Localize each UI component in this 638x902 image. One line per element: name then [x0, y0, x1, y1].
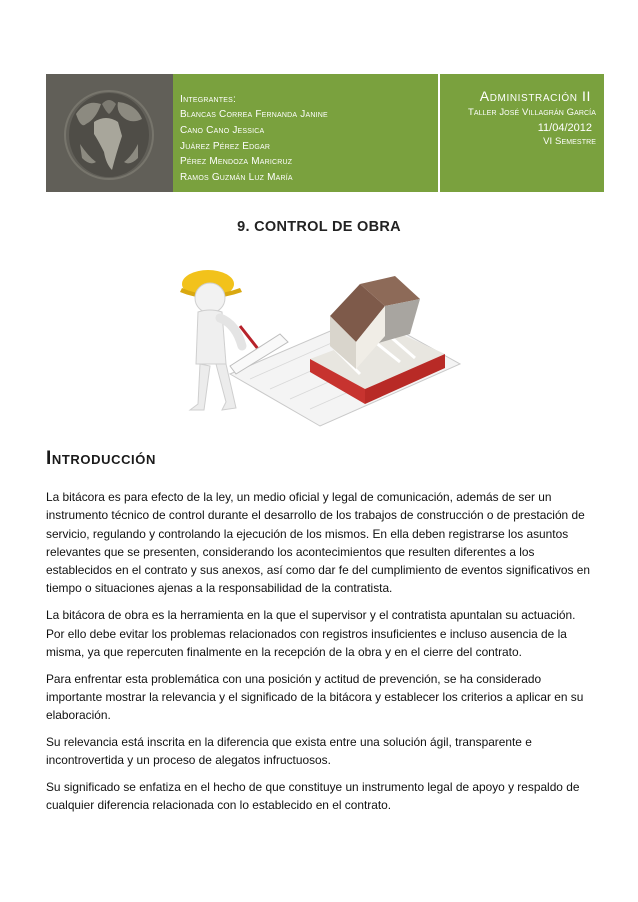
workshop-name: Taller José Villagrán García — [468, 107, 596, 118]
course-title: Administración II — [479, 88, 591, 104]
course-block — [438, 74, 604, 192]
members-label: Integrantes: — [180, 93, 237, 105]
member-name: Ramos Guzmán Luz María — [180, 172, 293, 184]
construction-worker-house-illustration — [170, 254, 470, 429]
member-name: Juárez Pérez Edgar — [180, 140, 271, 152]
member-name: Cano Cano Jessica — [180, 124, 265, 136]
members-block — [173, 74, 438, 192]
university-seal-icon — [46, 74, 173, 192]
paragraph: La bitácora de obra es la herramienta en la que el supervisor y el contratista apuntalan su actuación. Por ello debe evitar los problemas relacionados con registros insuficientes e incluso ausencia de la misma, ya que repercuten finalmente en la recepción de la obra y en el cierre del contrato. — [46, 608, 576, 659]
paragraph: La bitácora es para efecto de la ley, un medio oficial y legal de comunicación, además de ser un instrumento técnico de control durante el desarrollo de los trabajos de construcción o de prestación de servicio, regulando y controlando la ejecución de los mismos. En ella deben registrarse los asuntos relevantes que se presenten, considerando los acontecimientos que resulten diferentes a los establecidos en el contrato y sus anexos, así como dar fe del cumplimiento de eventos significativos en tiempo o situaciones ajenas a la responsabilidad de la contratista. — [46, 490, 590, 596]
chapter-title: 9. CONTROL DE OBRA — [237, 219, 401, 235]
paragraph: Su significado se enfatiza en el hecho de que constituye un instrumento legal de apoyo y respaldo de cualquier diferencia relacionada con lo establecido en el contrato. — [46, 780, 580, 813]
semester: VI Semestre — [543, 136, 596, 147]
university-seal-logo — [46, 74, 173, 192]
section-title: Introducción — [46, 448, 156, 469]
paragraph: Para enfrentar esta problemática con una posición y actitud de prevención, se ha considerado importante mostrar la relevancia y el significado de la bitácora y establecer los criterios a aplicar en su elaboración. — [46, 671, 584, 723]
paragraph: Su relevancia está inscrita en la diferencia que exista entre una solución ágil, transparente e incontrovertida y un proceso de alegatos infructuosos. — [46, 735, 532, 768]
document-date: 11/04/2012 — [537, 121, 592, 134]
member-name: Blancas Correa Fernanda Janine — [180, 109, 328, 120]
document-header — [46, 74, 604, 192]
member-name: Pérez Mendoza Maricruz — [180, 156, 293, 168]
body-text — [46, 488, 596, 823]
